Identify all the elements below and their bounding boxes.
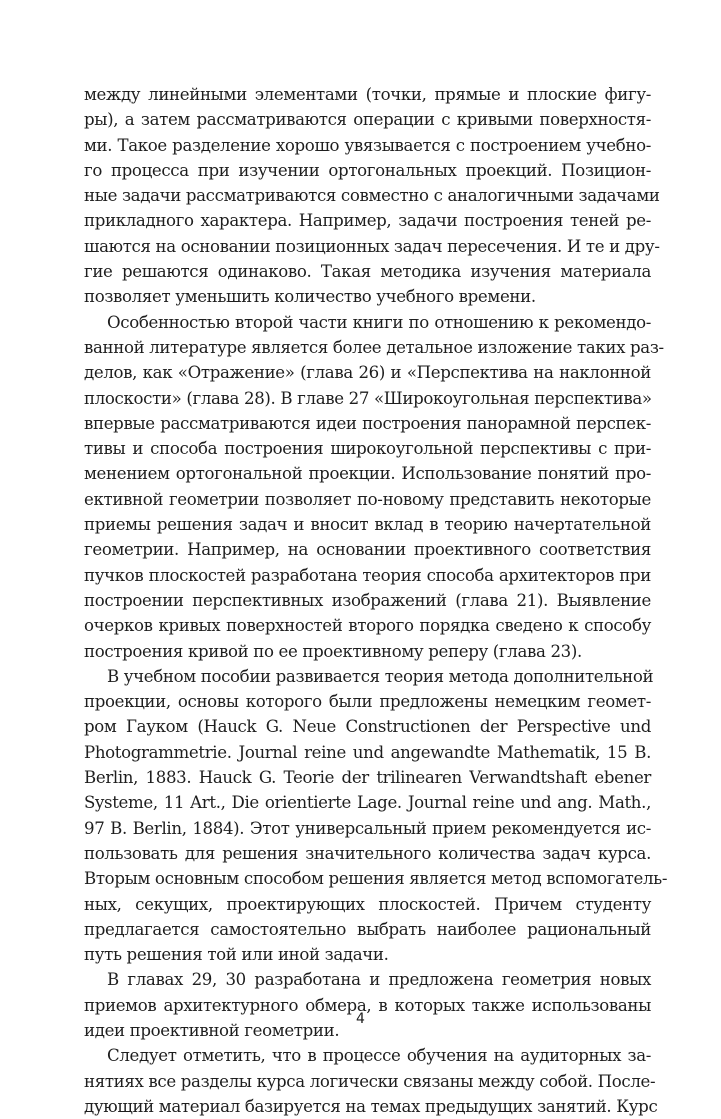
text-line: очерков кривых поверхностей второго порядка сведено к способу [84,616,651,636]
text-line: шаются на основании позиционных задач пересечения. И те и дру- [84,236,660,256]
text-line: го процесса при изучении ортогональных проекций. Позицион- [84,160,651,180]
page-number: 4 [356,1011,365,1027]
text-line: ми. Такое разделение хорошо увязывается с построением учебно- [84,135,651,155]
text-line: гие решаются одинаково. Такая методика изучения материала [84,262,651,282]
text-line: Berlin, 1883. Hauck G. Teorie der trilinearen Verwandtshaft ebener [84,768,651,788]
text-line: Photogrammetrie. Journal reine und angewandte Mathematik, 15 B. [84,742,651,762]
text-line: приемов архитектурного обмера, в которых также использованы [84,995,651,1015]
text-line: Systeme, 11 Art., Die orientierte Lage. Journal reine und ang. Math., [84,793,651,813]
text-line: менением ортогональной проекции. Использование понятий про- [84,464,651,484]
text-line: пучков плоскостей разработана теория способа архитекторов при [84,565,651,585]
text-line: В главах 29, 30 разработана и предложена геометрия новых [107,970,651,990]
text-line: ванной литературе является более детальное изложение таких раз- [84,337,664,357]
text-line: пользовать для решения значительного количества задач курса. [84,843,651,863]
text-line: тивы и способа построения широкоугольной перспективы с при- [84,439,651,459]
text-line: впервые рассматриваются идеи построения панорамной перспек- [84,413,651,433]
text-line: Следует отметить, что в процессе обучения на аудиторных за- [107,1046,651,1066]
text-line: построения кривой по ее проективному реперу (глава 23). [84,641,582,661]
text-line: дующий материал базируется на темах предыдущих занятий. Курс [84,1096,658,1116]
text-line: позволяет уменьшить количество учебного времени. [84,287,536,307]
text-line: идеи проективной геометрии. [84,1020,340,1040]
text-line: проекции, основы которого были предложены немецким геомет- [84,692,651,712]
text-line: плоскости» (глава 28). В главе 27 «Широкоугольная перспектива» [84,388,652,408]
text-line: 97 B. Berlin, 1884). Этот универсальный прием рекомендуется ис- [84,818,651,838]
text-line: приемы решения задач и вносит вклад в теорию начертательной [84,515,651,535]
text-line: ром Гауком (Hauck G. Neue Constructionen der Perspective und [84,717,651,737]
text-line: предлагается самостоятельно выбрать наиболее рациональный [84,919,651,939]
text-line: геометрии. Например, на основании проективного соответствия [84,540,651,560]
text-line: прикладного характера. Например, задачи построения теней ре- [84,211,651,231]
paragraph-5 [84,1043,658,1119]
text-line: В учебном пособии развивается теория метода дополнительной [107,666,654,686]
text-line: ных, секущих, проектирующих плоскостей. Причем студенту [84,894,651,914]
text-line: ективной геометрии позволяет по-новому представить некоторые [84,489,651,509]
paragraph-1 [84,82,660,310]
body-text [84,82,668,1119]
paragraph-3 [84,664,668,968]
text-line: нятиях все разделы курса логически связаны между собой. После- [84,1071,656,1091]
text-line: построении перспективных изображений (глава 21). Выявление [84,590,651,610]
text-line: путь решения той или иной задачи. [84,945,389,965]
text-line: ные задачи рассматриваются совместно с аналогичными задачами [84,186,660,206]
text-line: делов, как «Отражение» (глава 26) и «Перспектива на наклонной [84,363,651,383]
text-line: между линейными элементами (точки, прямые и плоские фигу- [84,85,651,104]
paragraph-2 [84,310,664,664]
text-line: ры), а затем рассматриваются операции с кривыми поверхностя- [84,110,651,130]
text-line: Особенностью второй части книги по отношению к рекомендо- [107,312,651,332]
paragraph-4 [84,967,651,1043]
text-line: Вторым основным способом решения является метод вспомогатель- [84,869,668,889]
